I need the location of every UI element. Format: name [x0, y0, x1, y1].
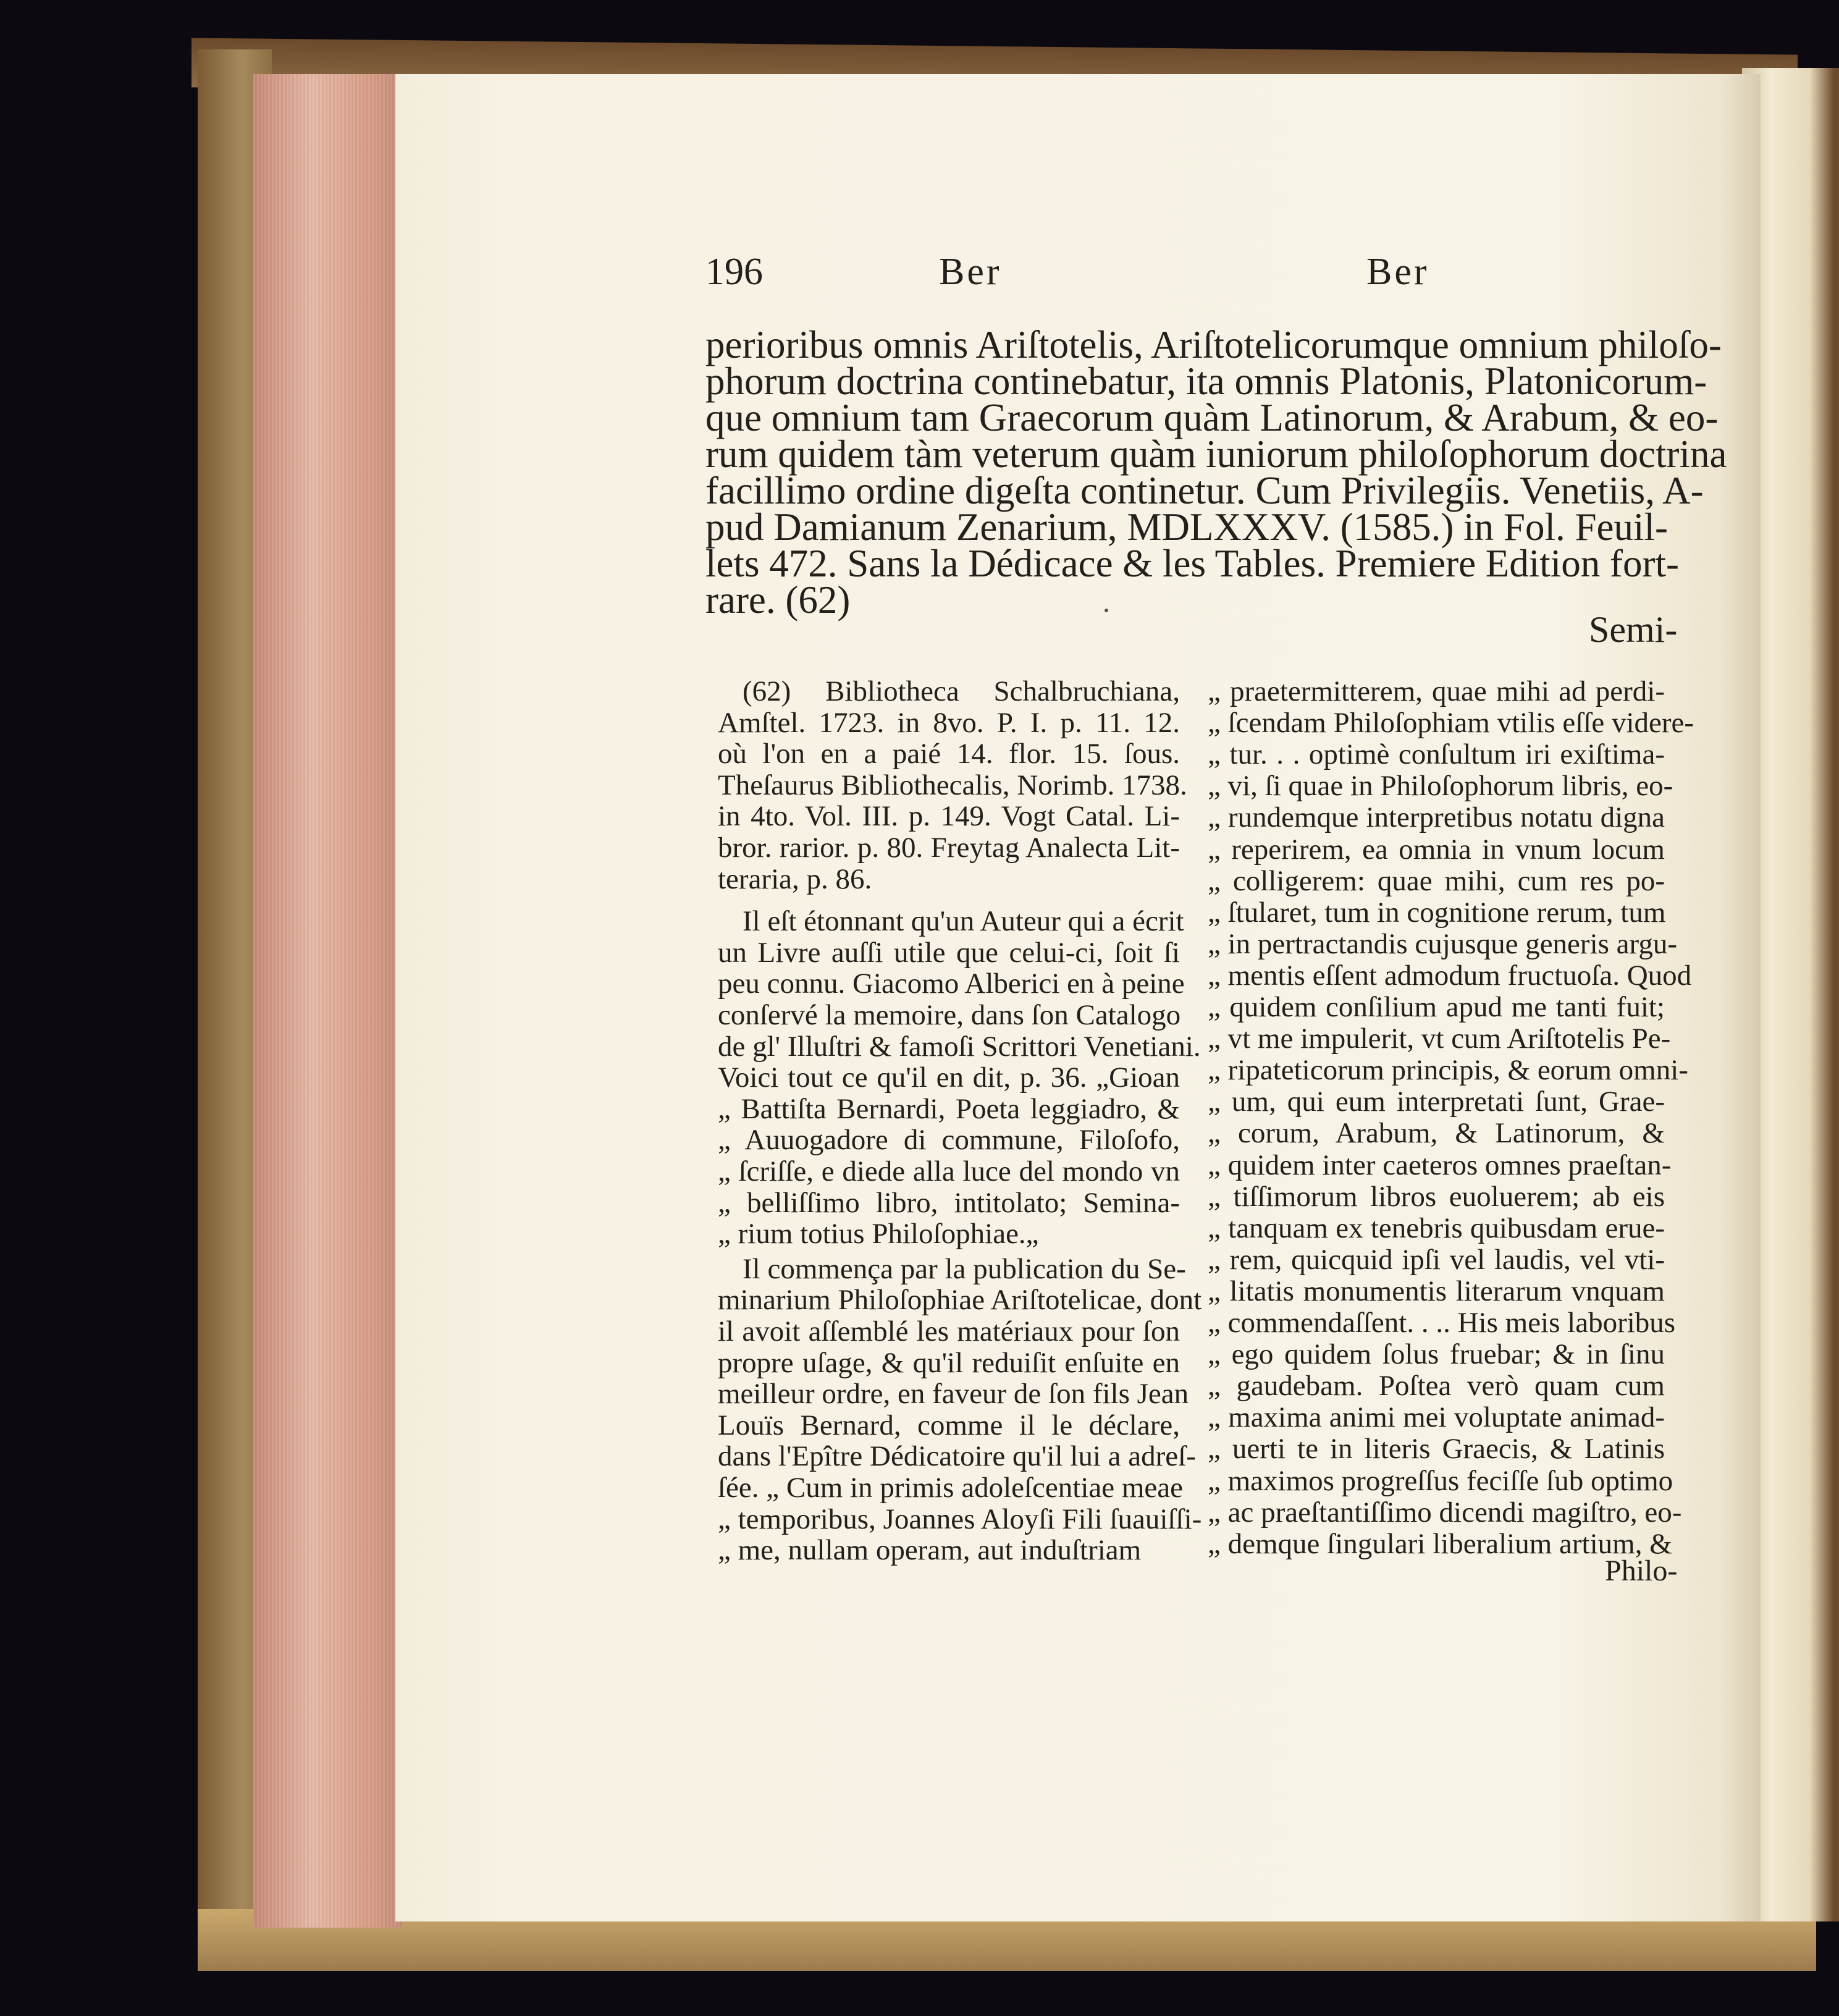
catchword-main: Semi- [1589, 609, 1678, 650]
right-column-line: „ ſtularet, tum in cognitione rerum, tum [1208, 896, 1666, 929]
catchword-right: Philo- [1605, 1554, 1678, 1587]
left-column-line: ſée. „ Cum in primis adoleſcentiae meae [718, 1472, 1184, 1504]
left-column-line: Il eſt étonnant qu'un Auteur qui a écrit [743, 905, 1184, 938]
right-column-line: „ quidem inter caeteros omnes praeſtan- [1208, 1149, 1672, 1181]
right-column-line: „ ac praeſtantiſſimo dicendi magiſtro, eo- [1208, 1496, 1682, 1529]
left-column-line: conſervé la memoire, dans ſon Catalogo [718, 999, 1181, 1031]
right-column-line: „ maxima animi mei voluptate animad- [1208, 1401, 1665, 1434]
left-column-line: (62) Bibliotheca Schalbruchiana, [743, 675, 1180, 707]
left-column-line: minarium Philoſophiae Ariſtotelicae, dont [718, 1284, 1202, 1317]
left-column-line: „ Auuogadore di commune, Filoſofo, [718, 1124, 1180, 1157]
left-column-line: „ Battiſta Bernardi, Poeta leggiadro, & [718, 1092, 1180, 1125]
left-column-line: un Livre auſſi utile que celui-ci, ſoit ſi [718, 936, 1180, 969]
right-column-line: „ um, qui eum interpretati ſunt, Grae- [1208, 1086, 1665, 1118]
main-text-line: phorum doctrina continebatur, ita omnis Platonis, Platonicorum- [705, 360, 1707, 403]
left-column-line: il avoit aſſemblé les matériaux pour ſon [718, 1315, 1180, 1348]
page-number: 196 [705, 251, 763, 293]
main-text-line: rum quidem tàm veterum quàm iuniorum philoſophorum doctrina [705, 432, 1727, 476]
main-text-line: que omnium tam Graecorum quàm Latinorum, & Arabum, & eo- [705, 396, 1719, 439]
main-text-line: facillimo ordine digeſta continetur. Cum Privilegiis. Venetiis, A- [705, 469, 1704, 512]
left-column-line: „ me, nullam operam, aut induſtriam [718, 1534, 1142, 1567]
left-column-line: Amſtel. 1723. in 8vo. P. I. p. 11. 12. [718, 706, 1180, 739]
right-column-line: „ corum, Arabum, & Latinorum, & [1208, 1117, 1665, 1150]
right-column-line: „ maximos progreſſus feciſſe ſub optimo [1208, 1464, 1673, 1497]
left-column-line: Il commença par la publication du Se- [743, 1252, 1186, 1285]
main-text-line: rare. (62) [705, 578, 851, 622]
right-column-line: „ quidem conſilium apud me tanti fuit; [1208, 991, 1665, 1023]
left-column-line: „ ſcriſſe, e diede alla luce del mondo vn [718, 1155, 1180, 1187]
right-column-line: „ tiſſimorum libros euoluerem; ab eis [1208, 1180, 1665, 1213]
left-column-line: bror. rarior. p. 80. Freytag Analecta Lit- [718, 832, 1180, 864]
left-column-line: „ belliſſimo libro, intitolato; Semina- [718, 1186, 1180, 1219]
left-column-line: „ temporibus, Joannes Aloyſi Fili ſuauiſſi- [718, 1503, 1202, 1535]
right-column-line: „ tur. . . optimè conſultum iri exiſtima- [1208, 738, 1665, 771]
right-column-line: „ praetermitterem, quae mihi ad perdi- [1208, 675, 1665, 707]
left-column-line: Voici tout ce qu'il en dit, p. 36. „Gioan [718, 1061, 1180, 1094]
left-column-line: teraria, p. 86. [718, 862, 872, 895]
right-column-line: „ reperirem, ea omnia in vnum locum [1208, 833, 1665, 866]
left-column-line: dans l'Epître Dédicatoire qu'il lui a adreſ- [718, 1440, 1196, 1473]
right-column-line: „ ego quidem ſolus fruebar; & in ſinu [1208, 1338, 1665, 1371]
right-column-line: „ vi, ſi quae in Philoſophorum libris, eo- [1208, 770, 1673, 803]
running-head-left: Ber [939, 251, 1002, 293]
right-column-line: „ rundemque interpretibus notatu digna [1208, 801, 1665, 834]
right-column-line: „ mentis eſſent admodum fructuoſa. Quod [1208, 959, 1692, 992]
right-column-line: „ tanquam ex tenebris quibusdam erue- [1208, 1212, 1665, 1244]
left-column-line: „ rium totius Philoſophiae.„ [718, 1218, 1039, 1251]
left-column-line: propre uſage, & qu'il reduiſit enſuite en [718, 1346, 1180, 1379]
right-column-line: „ ripateticorum principis, & eorum omni- [1208, 1054, 1688, 1087]
left-column-line: de gl' Illuſtri & famoſi Scrittori Venetiani. [718, 1030, 1201, 1063]
left-column-line: in 4to. Vol. III. p. 149. Vogt Catal. Li- [718, 800, 1180, 833]
main-text-line: perioribus omnis Ariſtotelis, Ariſtotelicorumque omnium philoſo- [705, 323, 1722, 366]
left-column-line: peu connu. Giacomo Alberici en à peine [718, 968, 1185, 1000]
left-column-line: meilleur ordre, en faveur de ſon fils Jean [718, 1378, 1189, 1411]
main-text-line: lets 472. Sans la Dédicace & les Tables. Premiere Edition fort- [705, 542, 1679, 585]
right-column-line: „ uerti te in literis Graecis, & Latinis [1208, 1433, 1665, 1466]
ink-speck [1105, 609, 1108, 612]
right-column-line: „ colligerem: quae mihi, cum res po- [1208, 864, 1665, 897]
running-head-right: Ber [1366, 251, 1429, 293]
left-column-line: Theſaurus Bibliothecalis, Norimb. 1738. [718, 769, 1187, 801]
right-column-line: „ gaudebam. Poſtea verò quam cum [1208, 1370, 1665, 1402]
left-column-line: Louïs Bernard, comme il le déclare, [718, 1409, 1180, 1441]
right-column-line: „ demque ſingulari liberalium artium, & [1208, 1527, 1672, 1560]
right-column-line: „ litatis monumentis literarum vnquam [1208, 1275, 1665, 1307]
main-text-line: pud Damianum Zenarium, MDLXXXV. (1585.) in Fol. Feuil- [705, 505, 1668, 549]
page-edges-left [253, 74, 402, 1928]
right-column-line: „ vt me impulerit, vt cum Ariſtotelis Pe- [1208, 1023, 1671, 1055]
right-column-line: „ commendaſſent. . .. His meis laboribus [1208, 1307, 1676, 1339]
left-column-line: où l'on en a paié 14. flor. 15. ſous. [718, 738, 1180, 770]
right-column-line: „ rem, quicquid ipſi vel laudis, vel vti- [1208, 1243, 1665, 1276]
right-column-line: „ in pertractandis cujusque generis argu- [1208, 927, 1677, 960]
right-column-line: „ ſcendam Philoſophiam vtilis eſſe videre- [1208, 707, 1694, 740]
